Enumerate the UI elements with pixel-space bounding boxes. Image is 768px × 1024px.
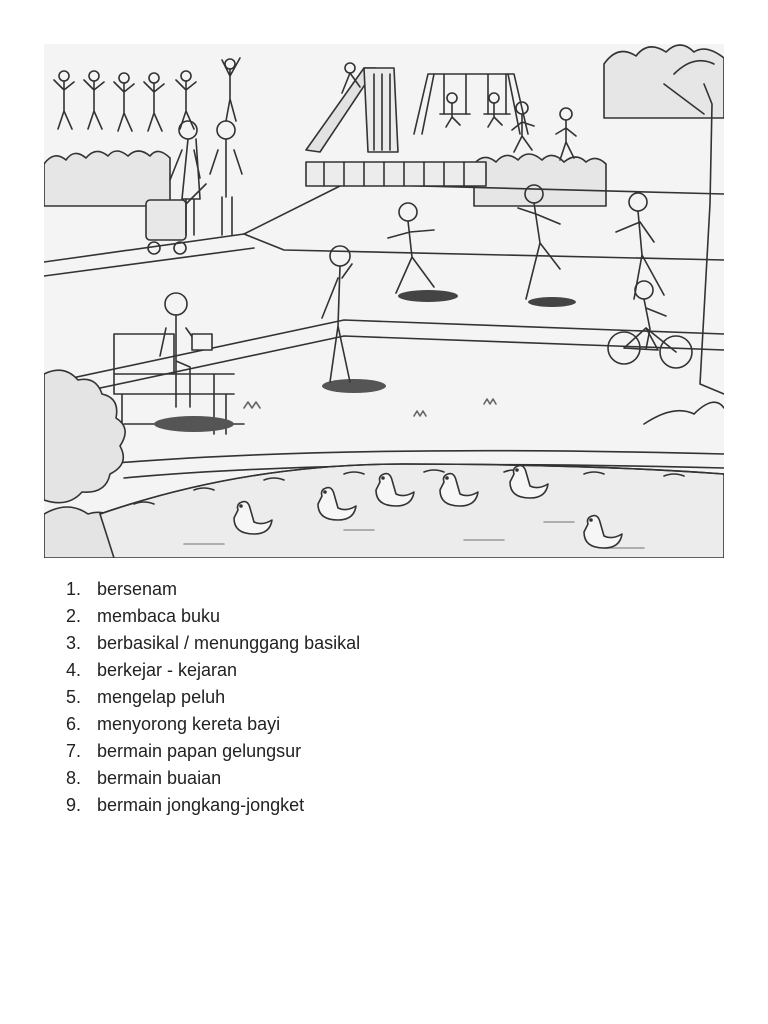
list-item bbox=[66, 794, 360, 821]
item-label: bersenam bbox=[97, 579, 178, 599]
item-label: membaca buku bbox=[97, 606, 221, 626]
item-number: 5. bbox=[66, 687, 82, 707]
item-number: 3. bbox=[66, 633, 82, 653]
list-item bbox=[66, 632, 360, 659]
list-item bbox=[66, 578, 360, 605]
fence-icon bbox=[306, 162, 486, 186]
item-label: berkejar - kejaran bbox=[97, 660, 238, 680]
list-item bbox=[66, 740, 360, 767]
item-label: mengelap peluh bbox=[97, 687, 226, 707]
park-scene-illustration bbox=[44, 44, 724, 558]
item-number: 9. bbox=[66, 795, 82, 815]
item-label: bermain buaian bbox=[97, 768, 222, 788]
list-item bbox=[66, 686, 360, 713]
item-label: berbasikal / menunggang basikal bbox=[97, 633, 361, 653]
item-label: bermain jongkang-jongket bbox=[97, 795, 305, 815]
item-number: 2. bbox=[66, 606, 82, 626]
item-number: 8. bbox=[66, 768, 82, 788]
list-item bbox=[66, 659, 360, 686]
item-label: menyorong kereta bayi bbox=[97, 714, 281, 734]
activity-list bbox=[66, 578, 360, 821]
item-number: 6. bbox=[66, 714, 82, 734]
list-item bbox=[66, 767, 360, 794]
list-item bbox=[66, 713, 360, 740]
item-number: 7. bbox=[66, 741, 82, 761]
item-number: 4. bbox=[66, 660, 82, 680]
item-number: 1. bbox=[66, 579, 82, 599]
item-label: bermain papan gelungsur bbox=[97, 741, 302, 761]
list-item bbox=[66, 605, 360, 632]
